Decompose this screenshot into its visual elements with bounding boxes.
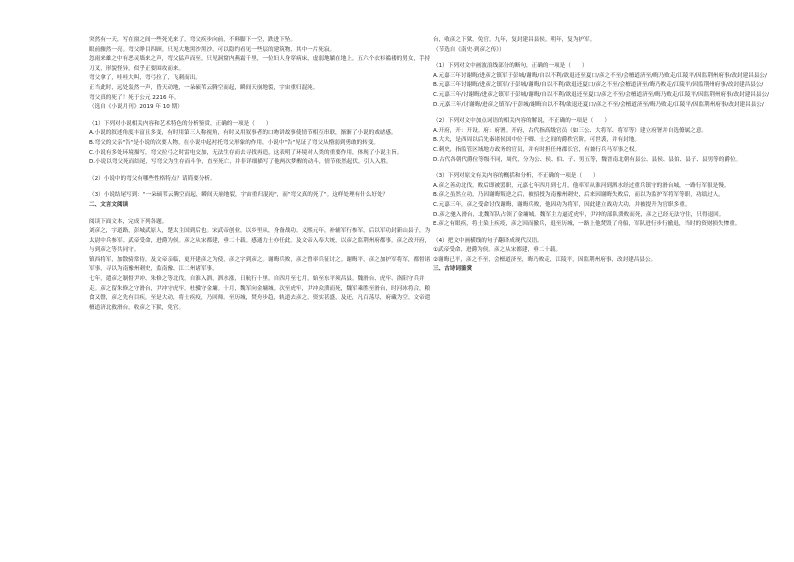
- right-option: B.大夫，是西周以后先秦诸侯国中位于卿、士之间的爵秩官阶，可世袭，并有封地。: [433, 137, 640, 144]
- right-question: （1）下列对文中画波浪线部分的断句，正确的一项是（ ）: [433, 63, 588, 70]
- right-paragraph: 台，收彦之下狱，免官。九年，复封建昌县侯。明年，复为护军。: [433, 37, 596, 43]
- right-option: C.元嘉三年/讨谢晦/进彦之镇军于彭城/谢晦/自以不利/欲退还至夏口/彦之不至/会檀道济至/晦乃败走/江陵平/因监荆州府事/改封建昌县公/: [433, 91, 769, 98]
- left-question: （2）小说中的弯父有哪些性格特点？请简要分析。: [89, 175, 216, 182]
- right-spacer: [433, 165, 783, 172]
- right-column: [433, 36, 783, 275]
- right-spacer: [433, 230, 783, 237]
- right-option: A.元嘉三年讨谢晦/进彦之镇军于彭城/谢晦/自以不利/欲退还至夏口/彦之不至/会檀道济至/晦乃败走/江陵平/因监荆州府事/改封建昌县公/: [433, 72, 767, 79]
- left-column: [89, 36, 434, 313]
- left-paragraph: 突然有一天，写在窗之间一些死光来了。弯父疾步向前，不料脚下一空，跌进下坠。: [89, 37, 296, 43]
- right-option: D.古代各朝代爵位等级不同，周代，分为公、侯、伯、子、男五等，魏晋南北朝有县公、县侯、县伯、县子、县男等的爵位。: [433, 156, 742, 163]
- right-option: B.元嘉三年讨谢晦/进彦之镇军/于彭城/谢晦/自以不利/欲退还夏口/彦之不至/会檀道济至/晦乃败走/江陵平/因监荆州府事/改封建昌县公/: [433, 82, 764, 89]
- right-option: A.彦之善动北伐，败后即被罢职，元嘉七年四月到七月，他率军从淮河到泗水经过重兵镇守的滑台城，一路行军很是慢。: [433, 182, 730, 189]
- left-option: B.弯父的父亲"告"是小说的次要人物，在小说中起衬托弯父形象的作用，小说中"告"见证了弯父从懵弱到勇敢的转变。: [89, 139, 380, 146]
- right-option: A.开府，开：开设。府：府署。开府，古代指高级官员（如三公、大将军、将军等）建立府署并自选僚属之意。: [433, 127, 708, 134]
- right-option: C.刺史，指监管区域地方政务的官员，并有时担任州郡长官，有兼行兵马军事之权。: [433, 146, 641, 153]
- right-question: （3）下列对原文有关内容的概括和分析，不正确的一项是（ ）: [433, 173, 599, 180]
- left-question: （1）下列对小说相关内容和艺术特色的分析鉴赏，正确的一项是（ ）: [89, 120, 272, 127]
- right-section-heading: 三、古诗词鉴赏: [433, 266, 473, 273]
- left-paragraph: 忽雨来雄之中有恶灵墙来之声，弯父猛声而至。只见洞窟内燕霜千里，一位妇人身穿病床，虚弱地躺在地上。五六个衣衫褴褛的男女，手持刀叉，形貌怪异，似乎正要围攻而来。: [89, 56, 431, 72]
- right-spacer: [433, 110, 783, 117]
- left-option: C.小说有多处环境描写，弯父拉弓之时雷电交加，无法生存而去寻找再造，这表明了环境对人类的重要作用，体现了小说主旨。: [89, 149, 403, 156]
- left-question: （3）小说结尾写到："一朵硕苇云腾空而起，瞬间天崩地裂，宇宙重归混沌"，而"弯父真的死了"。这样处理有什么好处？: [89, 192, 389, 199]
- right-option: E.彦之有眼疾，将士染上疾疫，彦之因而撤兵，退至历城，一路上他焚毁了舟船，军队进行步行撤退，当时的资财损失惨重。: [433, 221, 741, 228]
- right-question: （4）把文中画横线的句子翻译成现代汉语。: [433, 237, 543, 244]
- left-paragraph: 刘彦之，字道路，彭城武原人，楚太主国到后也。宋武帝创业，以乡里从，身备战功。义熙元年，补辅军行参军，后以军功封新山县子，为太尉中兵参军。武帝受命，进爵为侯。彦之从宋都建，垂二十载。感通力士亦任此。及文帝入奉大统，以彦之监荆州府都事，彦之改开府，与到彦之等共同守。: [89, 228, 431, 254]
- right-option: D.彦之驰入滑台，北魏军队占领了金墉城。魏军主力逼近虎牢，尹冲的部队溃败而死，彦之已经无法守住，只得退回。: [433, 211, 725, 218]
- left-paragraph: 眼前骤然一亮。弯父睁目四顾。只见大地黑沙黑沙，可以隐约看见一些层的建筑物，其中一片死寂。: [89, 46, 336, 53]
- left-option: D.小说以弯父死而结尾，写弯父为生存而斗争，直至死亡，并非详细描写了他两次梦醒的动斗，情节依然起伏，引人入胜。: [89, 159, 392, 166]
- left-paragraph: 弯父拿了，哇哇大叫，弯弓拉了，飞刺而出。: [89, 75, 201, 82]
- left-paragraph: 七年，遣彦之制督尹冲、朱修之等北伐，自淮入泗，泗水涨，日航行十里。自四月至七月，始至东平须昌县。魏滑台、虎牢、洛阳守兵并走。彦之留朱修之守滑台，尹冲守虎牢，杜骥守金墉。十月，魏军向金墉城。次至虎牢，尹冲众溃而死，魏军乘胜至滑台，时河冰将合，粮食又罄，彦之先有目疾，至是大动，将士疾疫，乃回师。至历城，焚舟步趋，轨道去彦之。资实甚盛，及还，凡百荡尽，府藏为空。文帝遣檀道济北救滑台，收彦之下狱，免官。: [89, 276, 431, 311]
- right-option: B.彦之虽然立功，乃因谢晦叛逆之后，被招授为南豫州刺史，后来因谢晦失败后，而以为监护军将军等职，功绩过人。: [433, 192, 724, 199]
- right-paragraph: （节选自《南史·到彦之传》）: [433, 46, 505, 53]
- right-option: D.元嘉三年/讨谢晦/进彦之镇军/于彭城/谢晦自以不利/欲退还夏口/彦之不至/会檀道济至/晦乃败走/江陵平/因监荆州府事/改封建昌县公/: [433, 101, 764, 108]
- left-spacer: [89, 168, 434, 175]
- right-option: C.元嘉三年，彦之受命讨伐谢晦，谢晦兵败，他因功为将军，因此建立战功大功，并被提升为官职多重。: [433, 201, 691, 208]
- right-question: （2）下列对文中加点词语的相关内容的解说，不正确的一项是（ ）: [433, 118, 610, 125]
- right-paragraph: ①武帝受命，进爵为侯。彦之从宋都建，垂二十载。: [433, 247, 562, 254]
- left-paragraph: 弯父真的死了！死于公元 2216 年。: [89, 94, 180, 101]
- left-paragraph: 阅读下面文本，完成下列各题。: [89, 218, 168, 225]
- left-paragraph: （选自《小说月刊》2019 年 10 期）: [89, 104, 183, 111]
- right-spacer: [433, 55, 783, 62]
- left-spacer: [89, 211, 434, 218]
- left-spacer: [89, 113, 434, 120]
- left-section-heading: 二、文言文阅读: [89, 201, 129, 208]
- left-option: A.小说的叙述角度丰富且多变，有时用第三人称视角，有时又用叙事者的口吻讲故事使情节相互串联，渐渐了小说的戏谑感。: [89, 130, 397, 137]
- right-paragraph: ②谢晦已平，彦之不至，会檀道济至，晦乃败走，江陵平，因监荆州府事，改封建昌县公。: [433, 256, 657, 263]
- left-paragraph: 正当此时，远处轰然一声，昏天动地，一朵硕苇云腾空而起，瞬间天崩地裂，宇宙重归混沌。: [89, 84, 319, 91]
- left-paragraph: 镇西将军，加散骑常侍，及文帝亲临，更开建彦之为使，彦之字到彦之。谢晦兵败，彦之曾率兵征讨之。谢晦平，彦之加护军将军，都督诸军事，寻以为南豫州刺史，监南豫、江二州诸军事。: [89, 256, 431, 273]
- left-spacer: [89, 184, 434, 191]
